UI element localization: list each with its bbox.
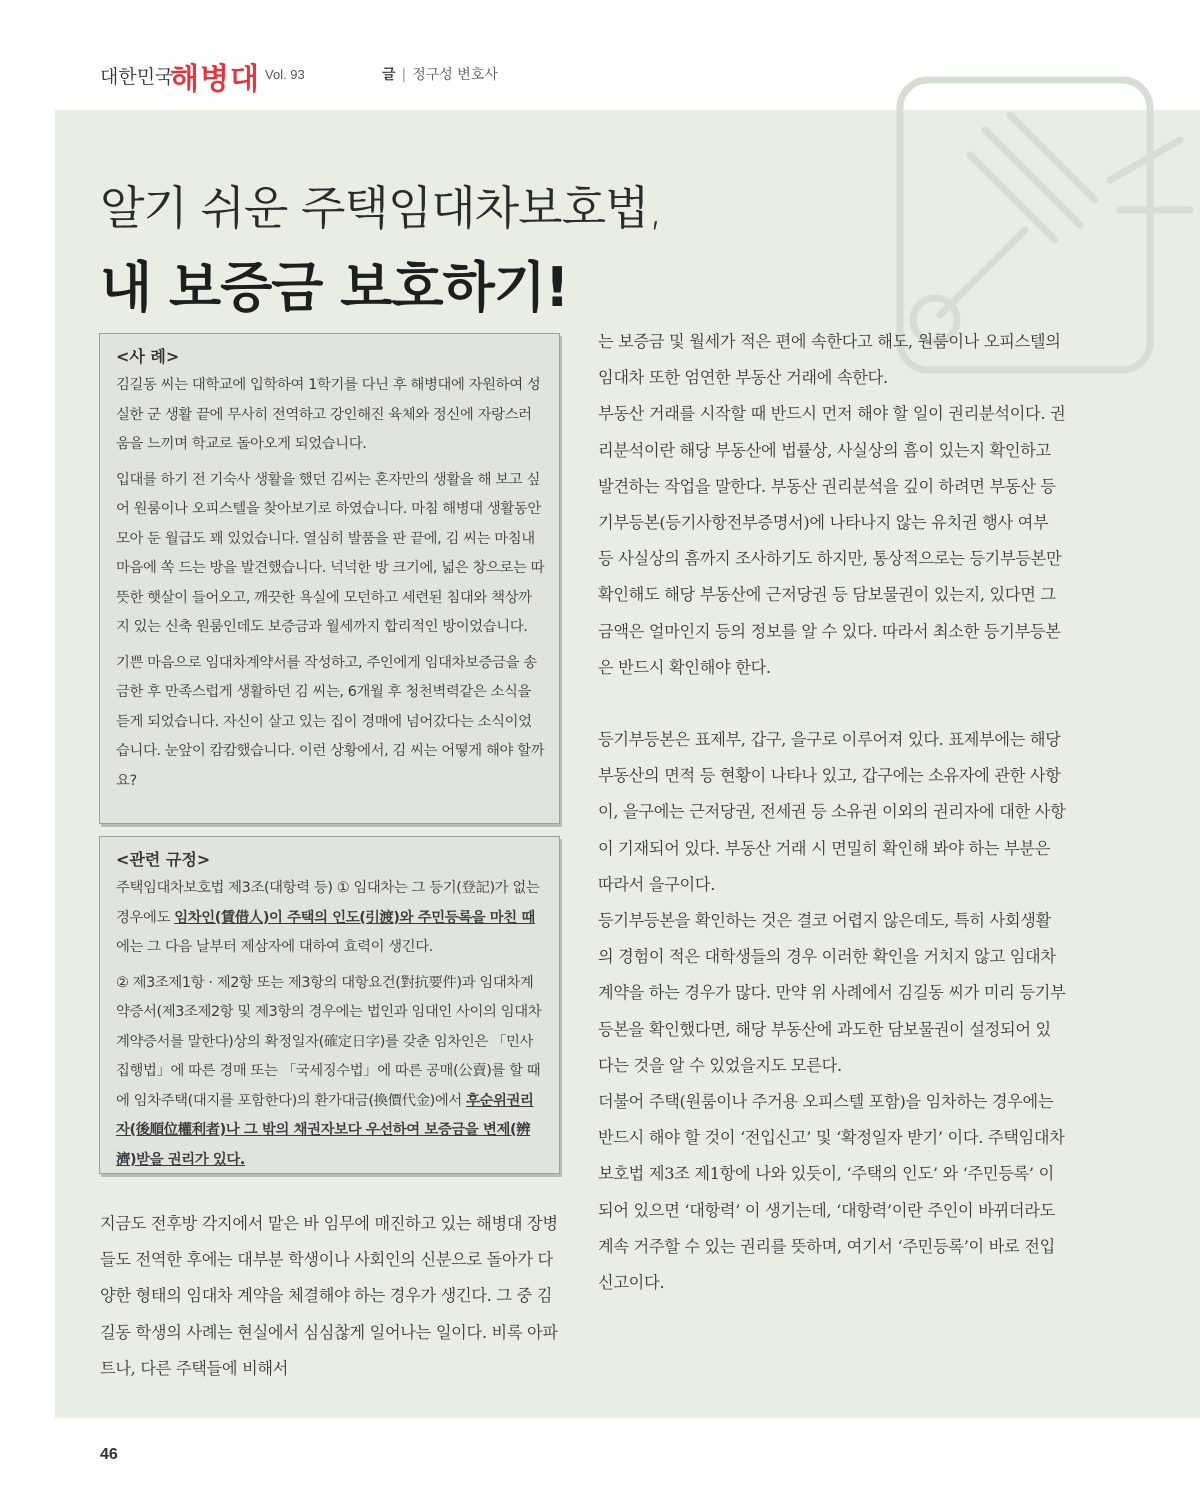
law-paragraph (116, 874, 545, 963)
byline-label: 글 (382, 67, 396, 83)
body-paragraph: 등기부등본은 표제부, 갑구, 을구로 이루어져 있다. 표제부에는 해당 부동산의 면적 등 현황이 나타나 있고, 갑구에는 소유자에 관한 사항이, 을구에는 근저당권, 전세권 등 소유권 이외의 권리자에 대한 사항이 기재되어 있다. 부동산 거래 시 면밀히 확인해 봐야 하는 부분은 따라서 을구이다. (598, 730, 1066, 894)
body-paragraph: 는 보증금 및 월세가 적은 편에 속한다고 해도, 원룸이나 오피스텔의 임대차 또한 엄연한 부동산 거래에 속한다. (598, 332, 1061, 388)
case-paragraph: 김길동 씨는 대학교에 입학하여 1학기를 다닌 후 해병대에 자원하여 성실한 군 생활 끝에 무사히 전역하고 강인해진 육체와 정신에 자랑스러움을 느끼며 학교로 돌아오게 되었습니다. (116, 377, 541, 452)
page-number: 46 (100, 1446, 118, 1463)
article-title-line2: 내 보증금 보호하기! (100, 256, 569, 319)
case-heading: <사 례> (116, 347, 180, 366)
byline-separator: | (401, 67, 407, 83)
article-title-line1: 알기 쉬운 주택임대차보호법, (100, 181, 663, 235)
law-paragraph (116, 969, 545, 1176)
right-column-body (598, 324, 1066, 1301)
law-underlined-text: 임차인(賃借人)이 주택의 인도(引渡)와 주민등록을 마친 때 (174, 909, 535, 926)
case-box (99, 333, 560, 824)
law-heading: <관련 규정> (116, 850, 211, 869)
body-paragraph: 등기부등본을 확인하는 것은 결코 어렵지 않은데도, 특히 사회생활의 경험이 적은 대학생들의 경우 이러한 확인을 거치지 않고 임대차계약을 하는 경우가 많다. 만약 위 사례에서 김길동 씨가 미리 등기부등본을 확인했다면, 해당 부동산에 과도한 담보물권이 설정되어 있다는 것을 알 수 있었을지도 모른다. (598, 911, 1066, 1075)
law-text: ② 제3조제1항 · 제2항 또는 제3항의 대항요건(對抗要件)과 임대차계약증서(제3조제2항 및 제3항의 경우에는 법인과 임대인 사이의 임대차계약증서를 말한다)상의 확정일자(確定日字)를 갖춘 임차인은 「민사집행법」에 따른 경매 또는 「국세징수법」에 따른 공매(公賣)를 할 때에 임차주택(대지를 포함한다)의 환가대금(換價代金)에서 (116, 974, 542, 1109)
brand-name: 해병대 (170, 62, 260, 97)
case-paragraph: 기쁜 마음으로 임대차계약서를 작성하고, 주인에게 임대차보증금을 송금한 후 만족스럽게 생활하던 김 씨는, 6개월 후 청천벽력같은 소식을 듣게 되었습니다. 자신이 살고 있는 집이 경매에 넘어갔다는 소식이었습니다. 눈앞이 캄캄했습니다. 이런 상황에서, 김 씨는 어떻게 해야 할까요? (116, 654, 545, 789)
left-column-body (100, 1206, 562, 1387)
law-underlined-text: 후순위권리자(後順位權利者)나 그 밖의 채권자보다 우선하여 보증금을 변제(辨濟)받을 권리가 있다. (116, 1092, 534, 1168)
byline (382, 64, 498, 84)
byline-author: 정구성 변호사 (412, 67, 498, 83)
law-text: 주택임대차보호법 제3조(대항력 등) ① 임대차는 그 등기(登記)가 없는 경우에도 (116, 880, 540, 926)
volume-number: Vol. 93 (265, 67, 305, 82)
law-box (99, 836, 560, 1174)
case-paragraph: 입대를 하기 전 기숙사 생활을 했던 김씨는 혼자만의 생활을 해 보고 싶어 원룸이나 오피스텔을 찾아보기로 하였습니다. 마침 해병대 생활동안 모아 둔 월급도 꽤 있었습니다. 열심히 발품을 판 끝에, 김 씨는 마침내 마음에 쏙 드는 방을 발견했습니다. 넉넉한 방 크기에, 넓은 창으로는 따뜻한 햇살이 들어오고, 깨끗한 욕실에 모던하고 세련된 침대와 책상까지 있는 신축 원룸인데도 보증금과 월세까지 합리적인 방이었습니다. (116, 471, 545, 635)
body-paragraph: 지금도 전후방 각지에서 맡은 바 임무에 매진하고 있는 해병대 장병들도 전역한 후에는 대부분 학생이나 사회인의 신분으로 돌아가 다양한 형태의 임대차 계약을 체결해야 하는 경우가 생긴다. 그 중 김길동 학생의 사례는 현실에서 심심찮게 일어나는 일이다. 비록 아파트나, 다른 주택들에 비해서 (100, 1214, 558, 1378)
body-paragraph: 더불어 주택(원룸이나 주거용 오피스텔 포함)을 임차하는 경우에는 반드시 해야 할 것이 ‘전입신고’ 및 ‘확정일자 받기’ 이다. 주택임대차보호법 제3조 제1항에 나와 있듯이, ‘주택의 인도’ 와 ‘주민등록’ 이 되어 있으면 ‘대항력’ 이 생기는데, ‘대항력’이란 주인이 바뀌더라도 계속 거주할 수 있는 권리를 뜻하며, 여기서 ‘주민등록’이 바로 전입신고이다. (598, 1092, 1065, 1293)
brand-prefix: 대한민국 (100, 66, 174, 88)
body-paragraph: 부동산 거래를 시작할 때 반드시 먼저 해야 할 일이 권리분석이다. 권리분석이란 해당 부동산에 법률상, 사실상의 흠이 있는지 확인하고 발견하는 작업을 말한다. 부동산 권리분석을 깊이 하려면 부동산 등기부등본(등기사항전부증명서)에 나타나지 않는 유치권 행사 여부 등 사실상의 흠까지 조사하기도 하지만, 통상적으로는 등기부등본만 확인해도 해당 부동산에 근저당권 등 담보물권이 있는지, 있다면 그 금액은 얼마인지 등의 정보를 알 수 있다. 따라서 최소한 등기부등본은 반드시 확인해야 한다. (598, 404, 1066, 677)
paragraph-gap (598, 686, 1066, 722)
law-text: 에는 그 다음 날부터 제삼자에 대하여 효력이 생긴다. (116, 939, 433, 955)
